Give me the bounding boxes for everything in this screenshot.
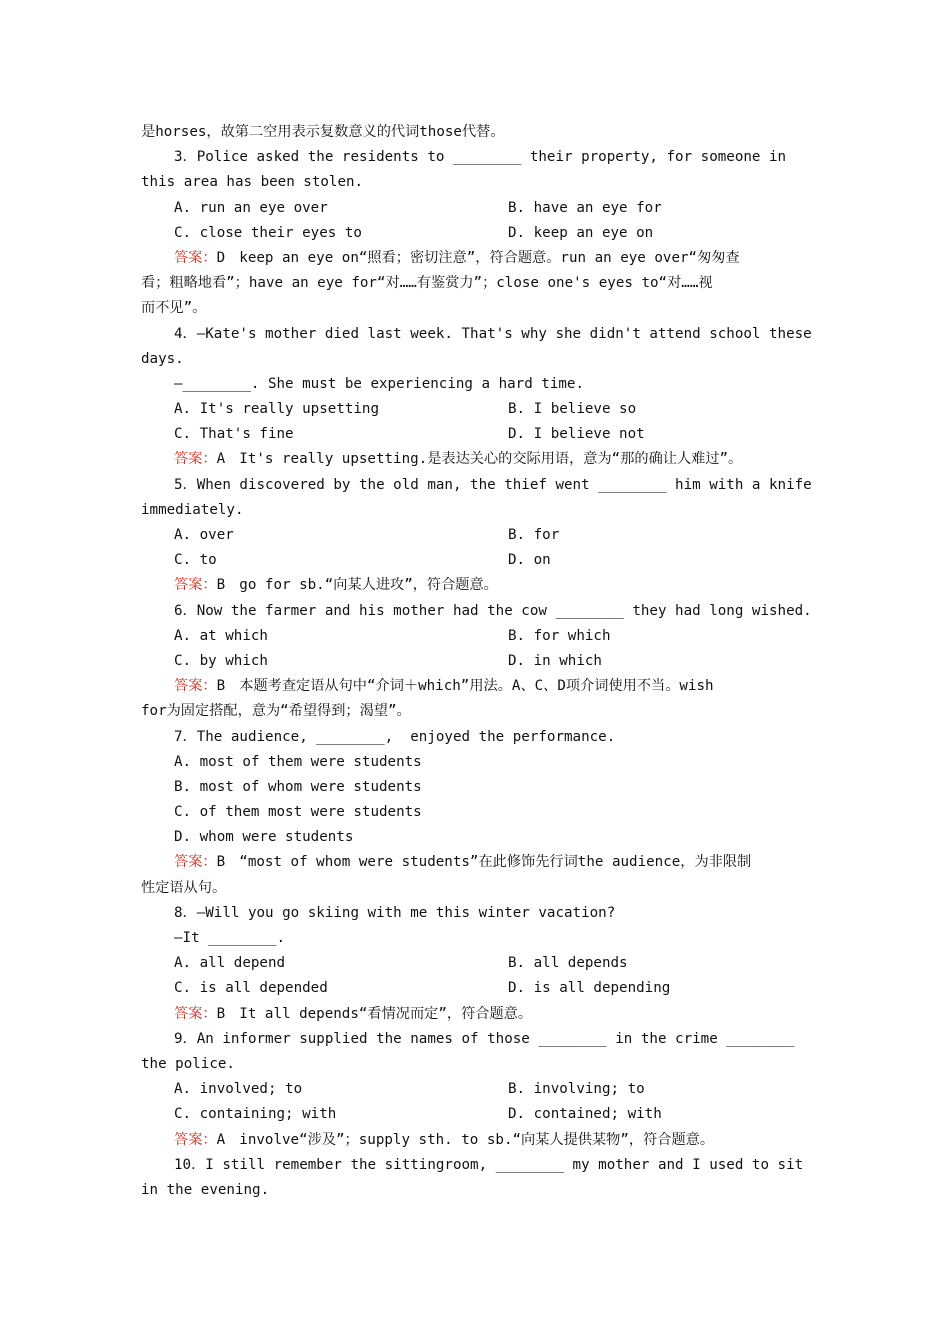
q8-answer-text: B It all depends“看情况而定”，符合题意。 [216, 1005, 533, 1022]
q8-options-cd [141, 976, 811, 1001]
q7-stem-line1: 7．The audience, ________, enjoyed the performance. [174, 728, 616, 745]
q4-stem-line3: —________. She must be experiencing a hard time. [174, 375, 584, 392]
q7-answer-text: B “most of whom were students”在此修饰先行词the audience，为非限制 [216, 854, 752, 871]
q9-options-ab [141, 1077, 811, 1102]
q6-answer-text: B 本题考查定语从句中“介词＋which”用法。A、C、D项介词使用不当。wish [216, 678, 714, 695]
q8-stem-line2: —It ________. [174, 930, 286, 946]
q3-answer-line1 [141, 246, 811, 271]
q9-answer-line1 [141, 1128, 811, 1153]
q9-answer-text: A involve“涉及”；supply sth. to sb.“向某人提供某物”，符合题意。 [216, 1131, 715, 1148]
q6-answer-line2: for为固定搭配，意为“希望得到；渴望”。 [141, 703, 411, 720]
q3-option-b: B. have an eye for [508, 199, 662, 216]
q9-option-a: A. involved; to [174, 1081, 303, 1098]
q9-stem-line1: 9．An informer supplied the names of those ________ in the crime ________ [174, 1030, 795, 1047]
q5-option-c: C. to [174, 552, 217, 569]
q8-stem-line1: 8．—Will you go skiing with me this winter vacation? [174, 904, 616, 921]
q10-stem-line1: 10．I still remember the sittingroom, ________ my mother and I used to sit [174, 1156, 804, 1173]
answer-label: 答案： [174, 854, 217, 871]
q9-stem-line2: the police. [141, 1055, 235, 1072]
q9-options-cd [141, 1102, 811, 1127]
q6-stem-line1: 6．Now the farmer and his mother had the cow ________ they had long wished. [174, 602, 812, 619]
q9-option-b: B. involving; to [508, 1081, 645, 1098]
q6-options-cd [141, 649, 811, 674]
q7-option-c: C. of them most were students [174, 804, 422, 821]
q6-answer-line1 [141, 674, 811, 699]
q4-option-b: B. I believe so [508, 401, 637, 418]
q7-answer-line2: 性定语从句。 [141, 879, 227, 896]
q3-stem-line1: 3．Police asked the residents to ________ their property, for someone in [174, 149, 787, 166]
q7-option-b: B. most of whom were students [174, 778, 422, 795]
answer-label: 答案： [174, 249, 217, 266]
q7-answer-line1 [141, 850, 811, 875]
q7-option-d: D. whom were students [174, 829, 354, 846]
q6-option-d: D. in which [508, 652, 602, 669]
answer-label: 答案： [174, 451, 217, 468]
q8-answer-line1 [141, 1002, 811, 1027]
q6-options-ab [141, 624, 811, 649]
q8-options-ab [141, 951, 811, 976]
q6-option-b: B. for which [508, 627, 611, 644]
q3-answer-text: D keep an eye on“照看；密切注意”，符合题意。run an eye over“匆匆查 [216, 249, 740, 266]
answer-label: 答案： [174, 678, 217, 695]
q3-options-cd [141, 221, 811, 246]
q4-stem-line2: days. [141, 350, 184, 367]
q5-option-d: D. on [508, 552, 551, 569]
q5-option-a: A. over [174, 527, 234, 543]
q3-options-ab [141, 196, 811, 221]
q4-answer-line1 [141, 447, 811, 472]
q5-stem-line2: immediately. [141, 501, 244, 518]
answer-label: 答案： [174, 1005, 217, 1022]
q8-option-b: B. all depends [508, 955, 628, 972]
q9-option-d: D. contained; with [508, 1106, 662, 1123]
answer-label: 答案： [174, 577, 217, 594]
q3-answer-line3: 而不见”。 [141, 300, 207, 317]
q5-answer-text: B go for sb.“向某人进攻”，符合题意。 [216, 577, 498, 594]
q3-stem-line2: this area has been stolen. [141, 174, 364, 191]
q4-answer-text: A It's really upsetting.是表达关心的交际用语，意为“那的确让人难过”。 [216, 451, 743, 468]
q7-option-a: A. most of them were students [174, 753, 422, 770]
q3-option-c: C. close their eyes to [174, 224, 362, 241]
q9-option-c: C. containing; with [174, 1106, 337, 1123]
q4-option-a: A. It's really upsetting [174, 401, 379, 418]
q4-options-cd [141, 422, 811, 447]
q8-option-d: D. is all depending [508, 980, 671, 997]
q10-stem-line2: in the evening. [141, 1181, 270, 1198]
q4-option-c: C. That's fine [174, 426, 294, 443]
intro-line: 是horses，故第二空用表示复数意义的代词those代替。 [141, 124, 505, 140]
q3-option-d: D. keep an eye on [508, 224, 654, 241]
q6-option-c: C. by which [174, 652, 268, 669]
q3-option-a: A. run an eye over [174, 199, 328, 216]
q5-options-ab [141, 523, 811, 548]
q3-answer-line2: 看；粗略地看”；have an eye for“对……有鉴赏力”；close one's eyes to“对……视 [141, 275, 713, 292]
q5-stem-line1: 5．When discovered by the old man, the thief went ________ him with a knife [174, 476, 812, 493]
q8-option-a: A. all depend [174, 955, 286, 972]
q6-option-a: A. at which [174, 627, 268, 644]
document-page [141, 120, 811, 1203]
q5-answer-line1 [141, 573, 811, 598]
q5-options-cd [141, 548, 811, 573]
answer-label: 答案： [174, 1131, 217, 1148]
q4-stem-line1: 4．—Kate's mother died last week. That's why she didn't attend school these [174, 325, 812, 342]
q5-option-b: B. for [508, 527, 560, 543]
q4-option-d: D. I believe not [508, 426, 645, 443]
q4-options-ab [141, 397, 811, 422]
q8-option-c: C. is all depended [174, 980, 328, 997]
